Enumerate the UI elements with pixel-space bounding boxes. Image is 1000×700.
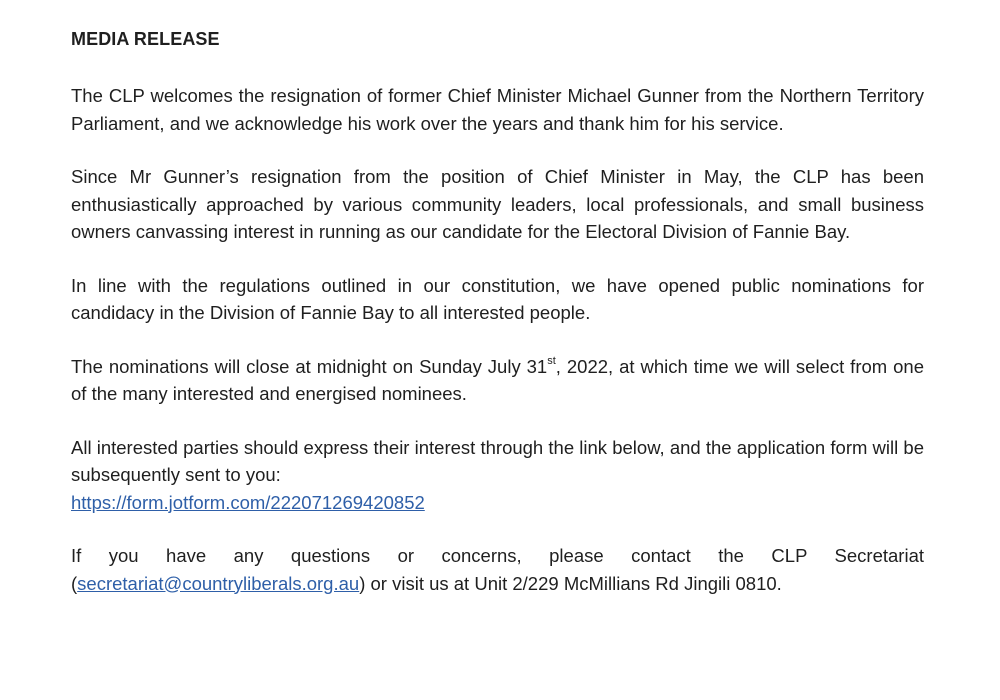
contact-address-text: ) or visit us at Unit 2/229 McMillians Rd Jingili 0810.	[359, 572, 782, 594]
contact-text: If you have any questions or concerns, please contact the CLP Secretariat (	[71, 545, 924, 594]
paragraph-nominations-close	[71, 353, 924, 408]
paragraph-express-interest	[71, 434, 924, 517]
nominations-close-text-cont: , 2022, at which time we will select from one of the many interested and energised nominees.	[71, 355, 924, 404]
jotform-link[interactable]: https://form.jotform.com/222071269420852	[71, 491, 425, 513]
ordinal-suffix: st	[547, 355, 556, 368]
paragraph-candidate-interest: Since Mr Gunner’s resignation from the position of Chief Minister in May, the CLP has been enthusiastically approached by various community leaders, local professionals, and small business owners canvassing interest in running as our candidate for the Electoral Division of Fannie Bay.	[71, 166, 924, 242]
media-release-document	[71, 26, 924, 623]
document-heading: MEDIA RELEASE	[71, 29, 220, 49]
secretariat-email-link[interactable]: secretariat@countryliberals.org.au	[77, 572, 360, 594]
paragraph-nominations-open: In line with the regulations outlined in our constitution, we have opened public nominations for candidacy in the Division of Fannie Bay to all interested people.	[71, 274, 924, 323]
express-interest-text: All interested parties should express their interest through the link below, and the application form will be subsequently sent to you:	[71, 436, 924, 485]
nominations-close-text: The nominations will close at midnight on Sunday July 31	[71, 355, 548, 377]
paragraph-contact	[71, 542, 924, 597]
paragraph-resignation: The CLP welcomes the resignation of former Chief Minister Michael Gunner from the Northern Territory Parliament, and we acknowledge his work over the years and thank him for his service.	[71, 85, 924, 134]
